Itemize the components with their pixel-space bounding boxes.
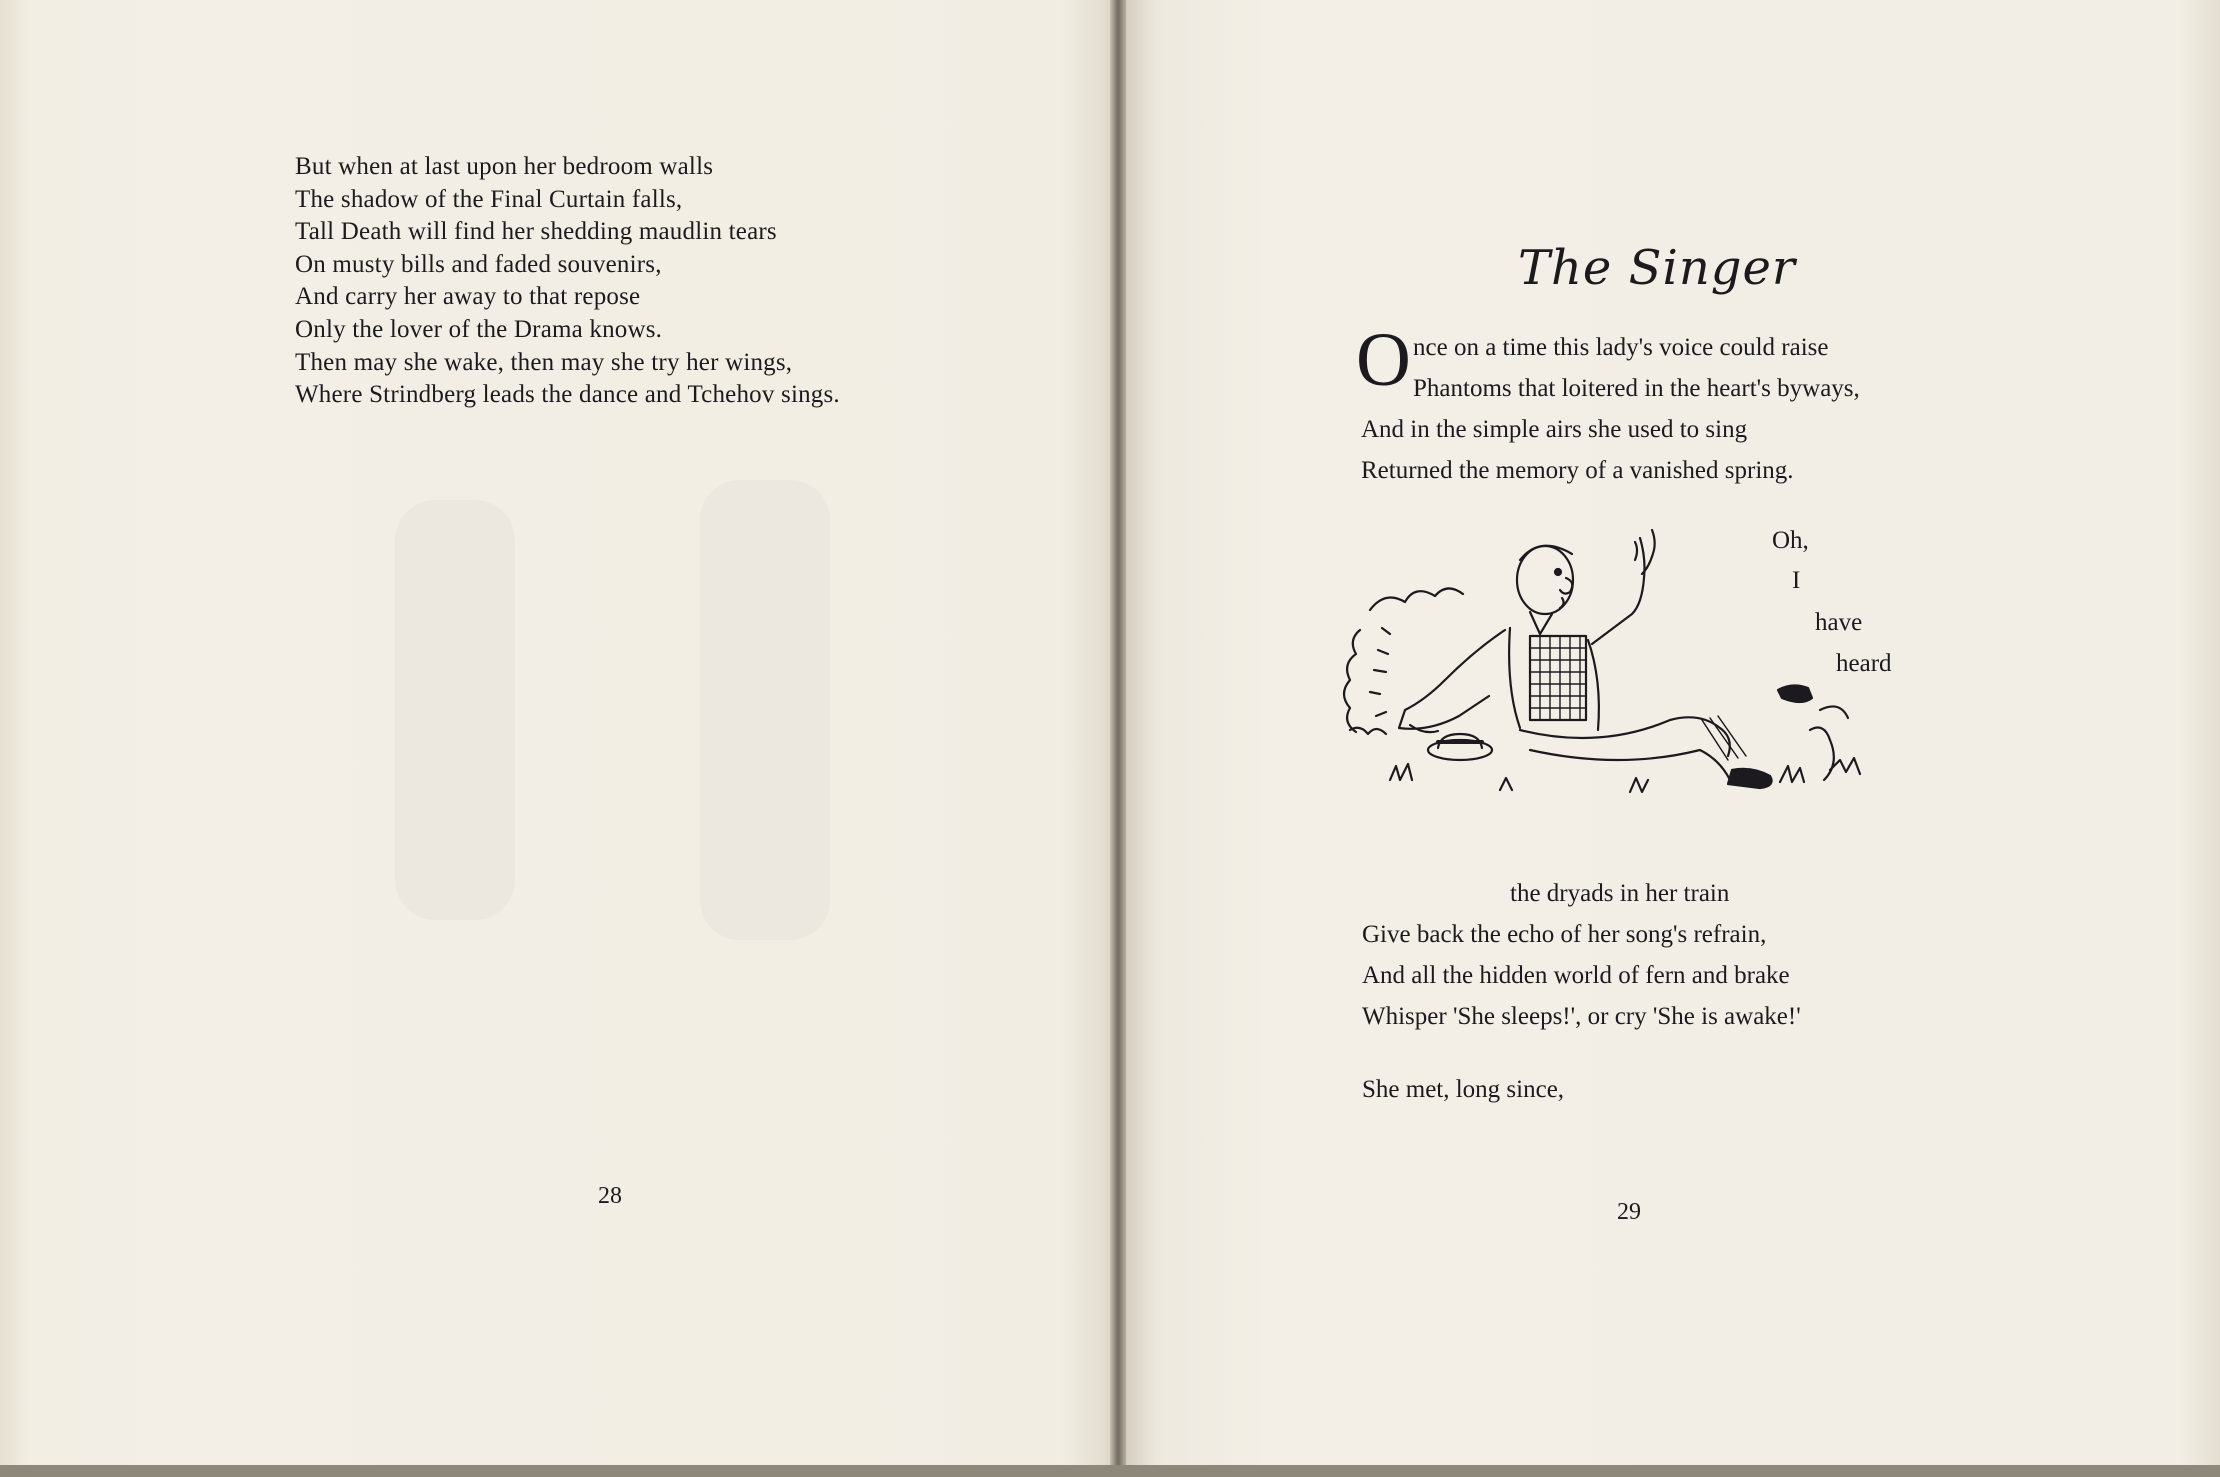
poem-line: And all the hidden world of fern and brake [1362, 962, 1790, 989]
poem-line: But when at last upon her bedroom walls [295, 153, 714, 180]
poem-line: And in the simple airs she used to sing [1361, 416, 1748, 443]
cascade-word: have [1815, 609, 1863, 636]
show-through-shadow [700, 480, 830, 940]
left-poem-stanza [295, 151, 840, 412]
poem-line: She met, long since, [1362, 1076, 1565, 1103]
page-number-left: 28 [598, 1183, 622, 1209]
cascade-word: I [1792, 567, 1801, 594]
poem-line: Where Strindberg leads the dance and Tchehov sings. [295, 381, 840, 409]
poem-line: Whisper 'She sleeps!', or cry 'She is awake!' [1362, 1003, 1801, 1030]
poem-line: And carry her away to that repose [295, 283, 641, 311]
poem-line: Phantoms that loitered in the heart's byways, [1413, 375, 1860, 402]
poem-title: The Singer [1518, 240, 1796, 296]
drop-cap: O [1356, 318, 1411, 402]
show-through-shadow [395, 500, 515, 920]
poem-line: nce on a time this lady's voice could raise [1413, 334, 1829, 361]
reclining-gentleman-illustration [1330, 520, 1930, 840]
poem-line: Only the lover of the Drama knows. [295, 315, 663, 343]
poem-line: Returned the memory of a vanished spring. [1361, 457, 1794, 484]
poem-line: Tall Death will find her shedding maudlin tears [295, 218, 777, 246]
poem-line: the dryads in her train [1510, 880, 1730, 907]
book-bottom-edge [0, 1465, 2220, 1477]
page-number-right: 29 [1617, 1199, 1641, 1225]
cascade-word: heard [1836, 650, 1892, 677]
book-gutter [1110, 0, 1126, 1477]
cascade-word: Oh, [1772, 527, 1809, 554]
poem-line: The shadow of the Final Curtain falls, [295, 185, 683, 213]
poem-line: Then may she wake, then may she try her wings, [295, 348, 793, 376]
poem-line: On musty bills and faded souvenirs, [295, 250, 662, 278]
poem-line: Give back the echo of her song's refrain, [1362, 921, 1767, 948]
